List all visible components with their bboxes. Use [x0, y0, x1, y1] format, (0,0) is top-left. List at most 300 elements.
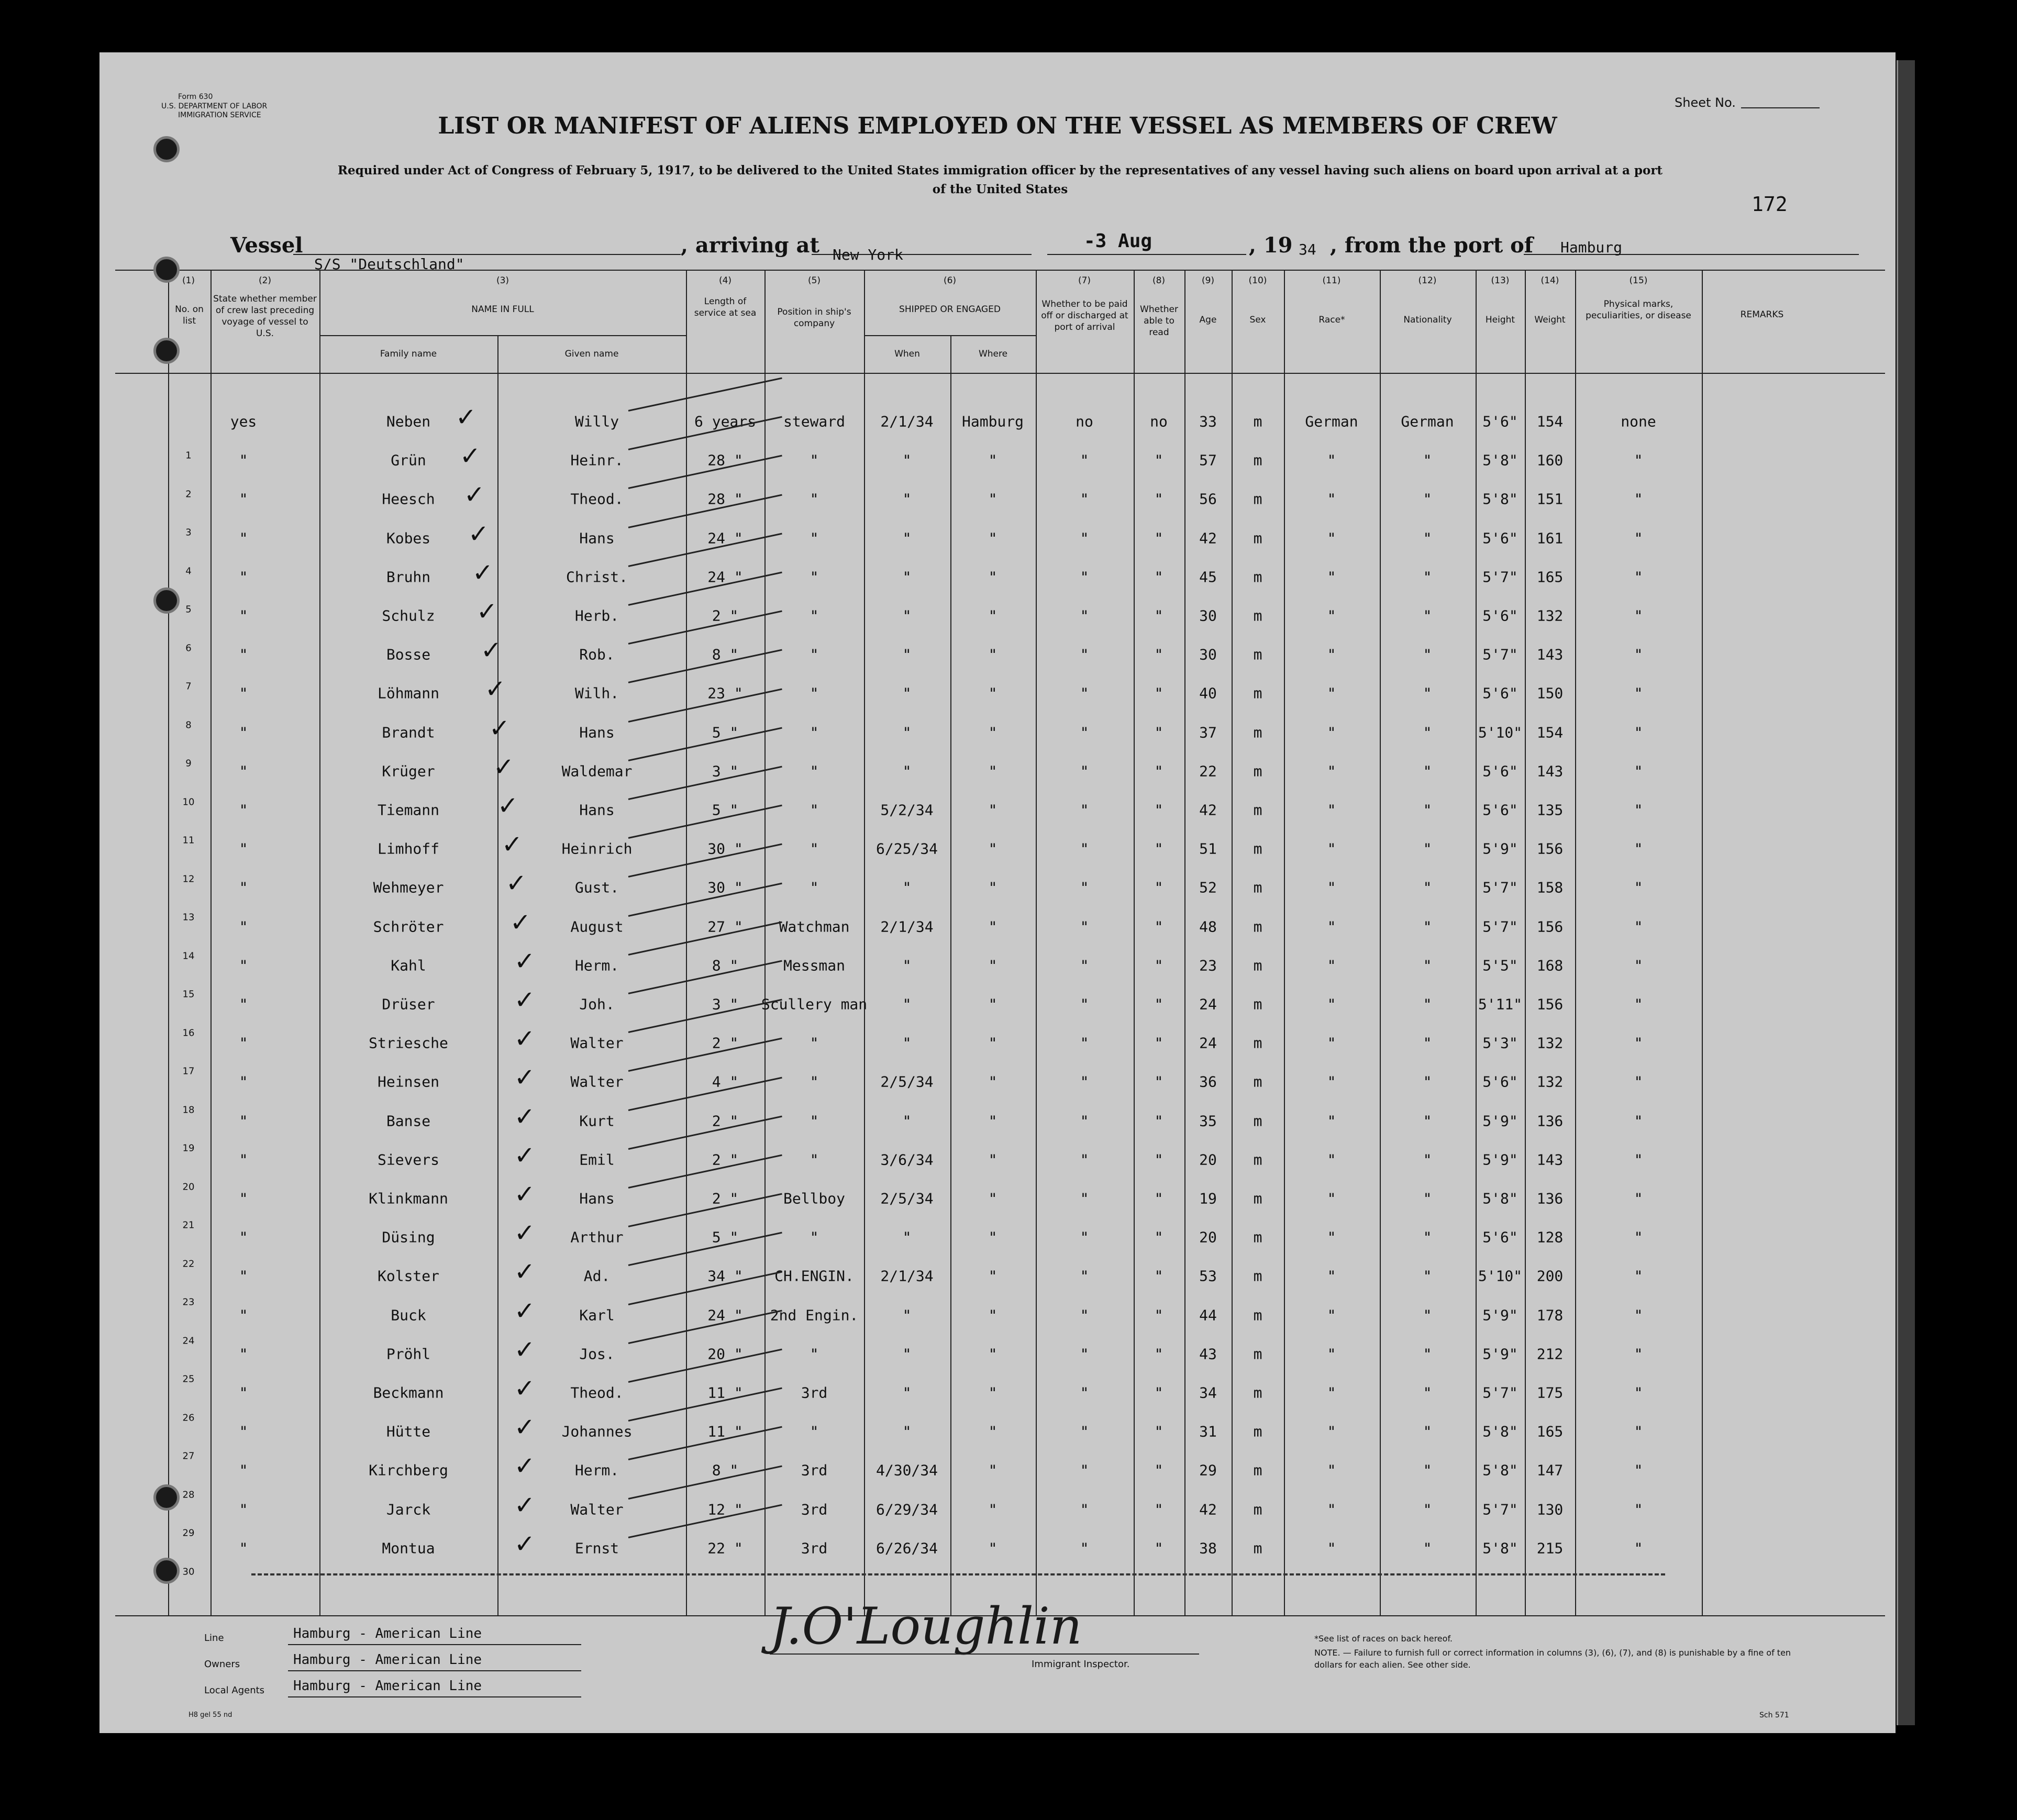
row-number: 17	[182, 1066, 195, 1077]
service-length-cell: 2 "	[712, 1034, 739, 1052]
row-number: 7	[185, 681, 192, 692]
check-mark-icon: ✓	[505, 869, 527, 898]
nationality-cell: "	[1423, 1306, 1432, 1324]
service-length-cell: 11 "	[707, 1423, 743, 1440]
family-name-cell: Krüger	[382, 762, 435, 780]
check-mark-icon: ✓	[489, 713, 511, 743]
service-length-cell: 4 "	[712, 1073, 739, 1091]
check-mark-icon: ✓	[480, 636, 502, 665]
col-head-physical-marks: Physical marks, peculiarities, or disease	[1586, 299, 1691, 321]
able-to-read-cell: "	[1154, 1501, 1163, 1518]
physical-marks-cell: none	[1621, 413, 1656, 430]
age-cell: 33	[1199, 413, 1217, 430]
family-name-cell: Wehmeyer	[373, 879, 444, 896]
age-cell: 20	[1199, 1151, 1217, 1169]
shipped-where-cell: "	[988, 995, 998, 1013]
col-num: (11)	[1322, 275, 1341, 286]
shipped-where-cell: "	[988, 1267, 998, 1285]
col-head-family-name: Family name	[380, 349, 437, 359]
paid-off-cell: "	[1080, 840, 1089, 858]
owners-value: Hamburg - American Line	[293, 1652, 482, 1668]
physical-marks-cell: "	[1634, 879, 1643, 896]
row-number: 16	[182, 1027, 195, 1038]
race-cell: "	[1327, 840, 1336, 858]
height-cell: 5'7"	[1482, 1501, 1518, 1518]
sex-cell: m	[1253, 1112, 1262, 1130]
row-number: 14	[182, 950, 195, 961]
family-name-cell: Drüser	[382, 995, 435, 1013]
nationality-cell: "	[1423, 1384, 1432, 1402]
sex-cell: m	[1253, 1501, 1262, 1518]
check-mark-icon: ✓	[493, 752, 515, 782]
binder-hole	[153, 587, 180, 614]
position-cell: "	[810, 1228, 819, 1246]
vessel-label: Vessel	[230, 233, 303, 258]
shipped-when-cell: "	[902, 684, 912, 702]
shipped-where-cell: "	[988, 1073, 998, 1091]
service-length-cell: 8 "	[712, 957, 739, 974]
from-port: Hamburg	[1560, 239, 1623, 256]
weight-cell: 136	[1536, 1190, 1564, 1207]
weight-cell: 132	[1536, 607, 1564, 625]
race-cell: "	[1327, 607, 1336, 625]
physical-marks-cell: "	[1634, 918, 1643, 936]
height-cell: 5'9"	[1482, 1112, 1518, 1130]
race-cell: "	[1327, 1112, 1336, 1130]
arriving-label: , arriving at	[681, 233, 819, 258]
able-to-read-cell: "	[1154, 646, 1163, 663]
paid-off-cell: "	[1080, 1151, 1089, 1169]
age-cell: 37	[1199, 724, 1217, 741]
service-length-cell: 28 "	[707, 451, 743, 469]
given-name-cell: Joh.	[579, 995, 615, 1013]
shipped-when-cell: 2/1/34	[880, 1267, 934, 1285]
prev-voyage-cell: "	[239, 762, 248, 780]
height-cell: 5'8"	[1482, 1423, 1518, 1440]
row-number: 4	[185, 565, 192, 576]
check-mark-icon: ✓	[501, 830, 523, 860]
tick-stroke-mark	[628, 882, 782, 916]
shipped-when-cell: "	[902, 568, 912, 586]
physical-marks-cell: "	[1634, 1073, 1643, 1091]
binder-hole	[153, 136, 180, 162]
sex-cell: m	[1253, 451, 1262, 469]
sex-cell: m	[1253, 1539, 1262, 1557]
family-name-cell: Klinkmann	[369, 1190, 448, 1207]
given-name-cell: Herm.	[574, 957, 619, 974]
weight-cell: 154	[1536, 413, 1564, 430]
nationality-cell: "	[1423, 1423, 1432, 1440]
tick-stroke-mark	[628, 688, 782, 722]
physical-marks-cell: "	[1634, 451, 1643, 469]
height-cell: 5'10"	[1478, 724, 1523, 741]
paid-off-cell: "	[1080, 1539, 1089, 1557]
paid-off-cell: no	[1076, 413, 1093, 430]
col-rule	[764, 270, 766, 1615]
race-cell: "	[1327, 490, 1336, 508]
given-name-cell: Waldemar	[561, 762, 633, 780]
col-num: (7)	[1078, 275, 1091, 286]
weight-cell: 143	[1536, 762, 1564, 780]
position-cell: "	[810, 1112, 819, 1130]
race-cell: "	[1327, 1423, 1336, 1440]
nationality-cell: "	[1423, 1151, 1432, 1169]
shipped-where-cell: "	[988, 1461, 998, 1479]
arrival-port: New York	[833, 246, 903, 263]
able-to-read-cell: "	[1154, 1073, 1163, 1091]
nationality-cell: "	[1423, 1539, 1432, 1557]
service-length-cell: 28 "	[707, 490, 743, 508]
shipped-when-cell: 2/5/34	[880, 1190, 934, 1207]
age-cell: 44	[1199, 1306, 1217, 1324]
physical-marks-cell: "	[1634, 1112, 1643, 1130]
col-num: (8)	[1152, 275, 1166, 286]
sex-cell: m	[1253, 646, 1262, 663]
physical-marks-cell: "	[1634, 1501, 1643, 1518]
tick-stroke-mark	[628, 1155, 782, 1189]
service-length-cell: 12 "	[707, 1501, 743, 1518]
height-cell: 5'8"	[1482, 1190, 1518, 1207]
able-to-read-cell: "	[1154, 1423, 1163, 1440]
physical-marks-cell: "	[1634, 1306, 1643, 1324]
manifest-sheet	[99, 52, 1896, 1733]
footer-underline	[288, 1670, 581, 1671]
prev-voyage-cell: "	[239, 879, 248, 896]
shipped-where-cell: "	[988, 1423, 998, 1440]
sex-cell: m	[1253, 1306, 1262, 1324]
shipped-where-cell: "	[988, 1190, 998, 1207]
sex-cell: m	[1253, 413, 1262, 430]
col-head-age: Age	[1199, 315, 1217, 325]
row-number: 3	[185, 527, 192, 538]
physical-marks-cell: "	[1634, 995, 1643, 1013]
paid-off-cell: "	[1080, 490, 1089, 508]
check-mark-icon: ✓	[514, 1257, 536, 1287]
age-cell: 35	[1199, 1112, 1217, 1130]
agents-value: Hamburg - American Line	[293, 1678, 482, 1694]
able-to-read-cell: "	[1154, 957, 1163, 974]
paid-off-cell: "	[1080, 1073, 1089, 1091]
height-cell: 5'10"	[1478, 1267, 1523, 1285]
row-number: 12	[182, 873, 195, 884]
family-name-cell: Pröhl	[386, 1345, 431, 1363]
family-name-cell: Kolster	[377, 1267, 440, 1285]
prev-voyage-cell: "	[239, 490, 248, 508]
prev-voyage-cell: "	[239, 1190, 248, 1207]
col-head-height: Height	[1485, 315, 1515, 325]
given-name-cell: Hans	[579, 724, 615, 741]
given-name-cell: Christ.	[566, 568, 628, 586]
service-length-cell: 24 "	[707, 568, 743, 586]
nationality-cell: "	[1423, 1034, 1432, 1052]
given-name-cell: Jos.	[579, 1345, 615, 1363]
shipped-where-cell: "	[988, 840, 998, 858]
shipped-where-cell: "	[988, 762, 998, 780]
col-head-position: Position in ship's company	[777, 307, 851, 329]
line-label: Line	[204, 1633, 224, 1644]
weight-cell: 132	[1536, 1034, 1564, 1052]
age-cell: 56	[1199, 490, 1217, 508]
given-name-cell: Hans	[579, 529, 615, 547]
from-port-label: , from the port of	[1330, 233, 1534, 258]
height-cell: 5'3"	[1482, 1034, 1518, 1052]
race-cell: "	[1327, 801, 1336, 819]
given-name-cell: Walter	[570, 1501, 624, 1518]
weight-cell: 165	[1536, 1423, 1564, 1440]
nationality-cell: "	[1423, 995, 1432, 1013]
family-name-cell: Kahl	[391, 957, 426, 974]
race-cell: "	[1327, 684, 1336, 702]
shipped-when-cell: "	[902, 1112, 912, 1130]
position-cell: "	[810, 1345, 819, 1363]
age-cell: 42	[1199, 529, 1217, 547]
row-number: 5	[185, 604, 192, 615]
weight-cell: 151	[1536, 490, 1564, 508]
age-cell: 29	[1199, 1461, 1217, 1479]
department-label: U.S. DEPARTMENT OF LABOR	[161, 102, 268, 110]
weight-cell: 156	[1536, 840, 1564, 858]
tick-stroke-mark	[628, 999, 782, 1033]
height-cell: 5'9"	[1482, 1151, 1518, 1169]
row-number: 30	[182, 1566, 195, 1577]
shipped-where-cell: "	[988, 1112, 998, 1130]
prev-voyage-cell: "	[239, 1073, 248, 1091]
check-mark-icon: ✓	[472, 558, 494, 587]
shipped-when-cell: "	[902, 762, 912, 780]
able-to-read-cell: no	[1150, 413, 1168, 430]
col-rule	[497, 335, 498, 1615]
age-cell: 24	[1199, 1034, 1217, 1052]
check-mark-icon: ✓	[514, 1529, 536, 1559]
family-name-cell: Neben	[386, 413, 431, 430]
family-name-cell: Kobes	[386, 529, 431, 547]
race-note: *See list of races on back hereof.	[1314, 1634, 1453, 1644]
shipped-where-cell: "	[988, 879, 998, 896]
height-cell: 5'6"	[1482, 1073, 1518, 1091]
shipped-where-cell: "	[988, 490, 998, 508]
given-name-cell: Ad.	[583, 1267, 611, 1285]
race-cell: "	[1327, 1073, 1336, 1091]
position-cell: "	[810, 1073, 819, 1091]
age-cell: 52	[1199, 879, 1217, 896]
race-cell: "	[1327, 957, 1336, 974]
age-cell: 45	[1199, 568, 1217, 586]
tick-stroke-mark	[628, 1426, 782, 1460]
nationality-cell: "	[1423, 607, 1432, 625]
physical-marks-cell: "	[1634, 684, 1643, 702]
able-to-read-cell: "	[1154, 1345, 1163, 1363]
form-title: LIST OR MANIFEST OF ALIENS EMPLOYED ON THE VESSEL AS MEMBERS OF CREW	[438, 113, 1557, 139]
row-number: 26	[182, 1412, 195, 1423]
shipped-when-cell: "	[902, 1345, 912, 1363]
nationality-cell: "	[1423, 529, 1432, 547]
check-mark-icon: ✓	[497, 791, 519, 820]
vessel-underline	[293, 254, 681, 255]
age-cell: 24	[1199, 995, 1217, 1013]
service-length-cell: 2 "	[712, 1112, 739, 1130]
given-name-cell: Arthur	[570, 1228, 624, 1246]
prev-voyage-cell: "	[239, 1345, 248, 1363]
schedule-code: Sch 571	[1759, 1711, 1789, 1719]
sex-cell: m	[1253, 1073, 1262, 1091]
weight-cell: 135	[1536, 801, 1564, 819]
height-cell: 5'5"	[1482, 957, 1518, 974]
race-cell: "	[1327, 1501, 1336, 1518]
shipped-where-cell: "	[988, 1306, 998, 1324]
physical-marks-cell: "	[1634, 1345, 1643, 1363]
col-rule	[210, 270, 212, 1615]
given-name-cell: Johannes	[561, 1423, 633, 1440]
weight-cell: 132	[1536, 1073, 1564, 1091]
prev-voyage-cell: "	[239, 957, 248, 974]
check-mark-icon: ✓	[463, 480, 485, 510]
form-subtitle: Required under Act of Congress of February 5, 1917, to be delivered to the United States immigration officer by the representatives of any vessel having such aliens on board upon arrival at a port of the United States	[337, 163, 1663, 196]
col-head-given-name: Given name	[564, 349, 619, 359]
paid-off-cell: "	[1080, 995, 1089, 1013]
col-num: (15)	[1629, 275, 1648, 286]
height-cell: 5'6"	[1482, 1228, 1518, 1246]
nationality-cell: "	[1423, 1112, 1432, 1130]
service-length-cell: 30 "	[707, 840, 743, 858]
tick-stroke-mark	[628, 611, 782, 645]
sex-cell: m	[1253, 1384, 1262, 1402]
shipped-when-cell: 5/2/34	[880, 801, 934, 819]
binder-hole	[153, 338, 180, 364]
shipped-when-cell: "	[902, 879, 912, 896]
able-to-read-cell: "	[1154, 1384, 1163, 1402]
shipped-when-cell: 6/26/34	[875, 1539, 938, 1557]
physical-marks-cell: "	[1634, 1190, 1643, 1207]
height-cell: 5'6"	[1482, 413, 1518, 430]
sex-cell: m	[1253, 957, 1262, 974]
able-to-read-cell: "	[1154, 529, 1163, 547]
shipped-where-cell: "	[988, 568, 998, 586]
position-cell: "	[810, 490, 819, 508]
row-number: 29	[182, 1527, 195, 1539]
tick-stroke-mark	[628, 844, 782, 878]
shipped-when-cell: "	[902, 646, 912, 663]
nationality-cell: "	[1423, 918, 1432, 936]
row-number: 20	[182, 1181, 195, 1192]
paid-off-cell: "	[1080, 1190, 1089, 1207]
check-mark-icon: ✓	[514, 1180, 536, 1209]
able-to-read-cell: "	[1154, 1267, 1163, 1285]
family-name-cell: Grün	[391, 451, 426, 469]
paid-off-cell: "	[1080, 1112, 1089, 1130]
prev-voyage-cell: "	[239, 1384, 248, 1402]
position-cell: "	[810, 1423, 819, 1440]
col-num: (14)	[1541, 275, 1559, 286]
check-mark-icon: ✓	[514, 1451, 536, 1481]
race-cell: "	[1327, 1306, 1336, 1324]
position-cell: 3rd	[801, 1539, 828, 1557]
age-cell: 40	[1199, 684, 1217, 702]
able-to-read-cell: "	[1154, 1306, 1163, 1324]
height-cell: 5'7"	[1482, 646, 1518, 663]
height-cell: 5'7"	[1482, 1384, 1518, 1402]
nationality-cell: "	[1423, 762, 1432, 780]
height-cell: 5'6"	[1482, 684, 1518, 702]
sex-cell: m	[1253, 1461, 1262, 1479]
col-head-shipped: SHIPPED OR ENGAGED	[899, 304, 1001, 315]
paid-off-cell: "	[1080, 879, 1089, 896]
sex-cell: m	[1253, 879, 1262, 896]
age-cell: 20	[1199, 1228, 1217, 1246]
given-name-cell: Willy	[574, 413, 619, 430]
check-mark-icon: ✓	[514, 946, 536, 976]
family-name-cell: Düsing	[382, 1228, 435, 1246]
position-cell: Messman	[783, 957, 846, 974]
nationality-cell: "	[1423, 568, 1432, 586]
paid-off-cell: "	[1080, 1501, 1089, 1518]
row-number: 6	[185, 642, 192, 653]
shipped-when-cell: 6/25/34	[875, 840, 938, 858]
col-head-weight: Weight	[1534, 315, 1566, 325]
nationality-cell: "	[1423, 451, 1432, 469]
position-cell: "	[810, 801, 819, 819]
tick-stroke-mark	[628, 805, 782, 839]
race-cell: "	[1327, 879, 1336, 896]
shipped-where-cell: "	[988, 451, 998, 469]
shipped-where-cell: "	[988, 646, 998, 663]
col-num: (9)	[1201, 275, 1215, 286]
sex-cell: m	[1253, 762, 1262, 780]
col-num: (1)	[182, 275, 195, 286]
weight-cell: 165	[1536, 568, 1564, 586]
position-cell: "	[810, 1151, 819, 1169]
given-name-cell: Walter	[570, 1034, 624, 1052]
service-length-cell: 24 "	[707, 1306, 743, 1324]
col-head-when: When	[894, 349, 920, 359]
service-length-cell: 20 "	[707, 1345, 743, 1363]
height-cell: 5'7"	[1482, 879, 1518, 896]
col-num: (12)	[1418, 275, 1437, 286]
binder-hole	[153, 257, 180, 283]
weight-cell: 150	[1536, 684, 1564, 702]
shipped-when-cell: "	[902, 1306, 912, 1324]
physical-marks-cell: "	[1634, 1267, 1643, 1285]
col-rule	[1232, 270, 1233, 1615]
weight-cell: 212	[1536, 1345, 1564, 1363]
tick-stroke-mark	[628, 1232, 782, 1266]
race-cell: "	[1327, 451, 1336, 469]
age-cell: 42	[1199, 1501, 1217, 1518]
family-name-cell: Banse	[386, 1112, 431, 1130]
paid-off-cell: "	[1080, 918, 1089, 936]
able-to-read-cell: "	[1154, 918, 1163, 936]
race-cell: "	[1327, 1345, 1336, 1363]
col-head-sex: Sex	[1249, 315, 1266, 325]
service-length-cell: 6 years	[694, 413, 757, 430]
weight-cell: 147	[1536, 1461, 1564, 1479]
table-end-dashes	[251, 1573, 1665, 1575]
shipped-when-cell: 6/29/34	[875, 1501, 938, 1518]
check-mark-icon: ✓	[514, 1024, 536, 1054]
row-number: 19	[182, 1142, 195, 1154]
able-to-read-cell: "	[1154, 490, 1163, 508]
col-num: (13)	[1491, 275, 1510, 286]
tick-stroke-mark	[628, 1349, 782, 1383]
race-cell: "	[1327, 1267, 1336, 1285]
shipped-when-cell: 3/6/34	[880, 1151, 934, 1169]
family-name-cell: Schulz	[382, 607, 435, 625]
check-mark-icon: ✓	[484, 674, 506, 704]
given-name-cell: Hans	[579, 1190, 615, 1207]
sex-cell: m	[1253, 1034, 1262, 1052]
sex-cell: m	[1253, 490, 1262, 508]
position-cell: "	[810, 879, 819, 896]
service-length-cell: 2 "	[712, 1151, 739, 1169]
